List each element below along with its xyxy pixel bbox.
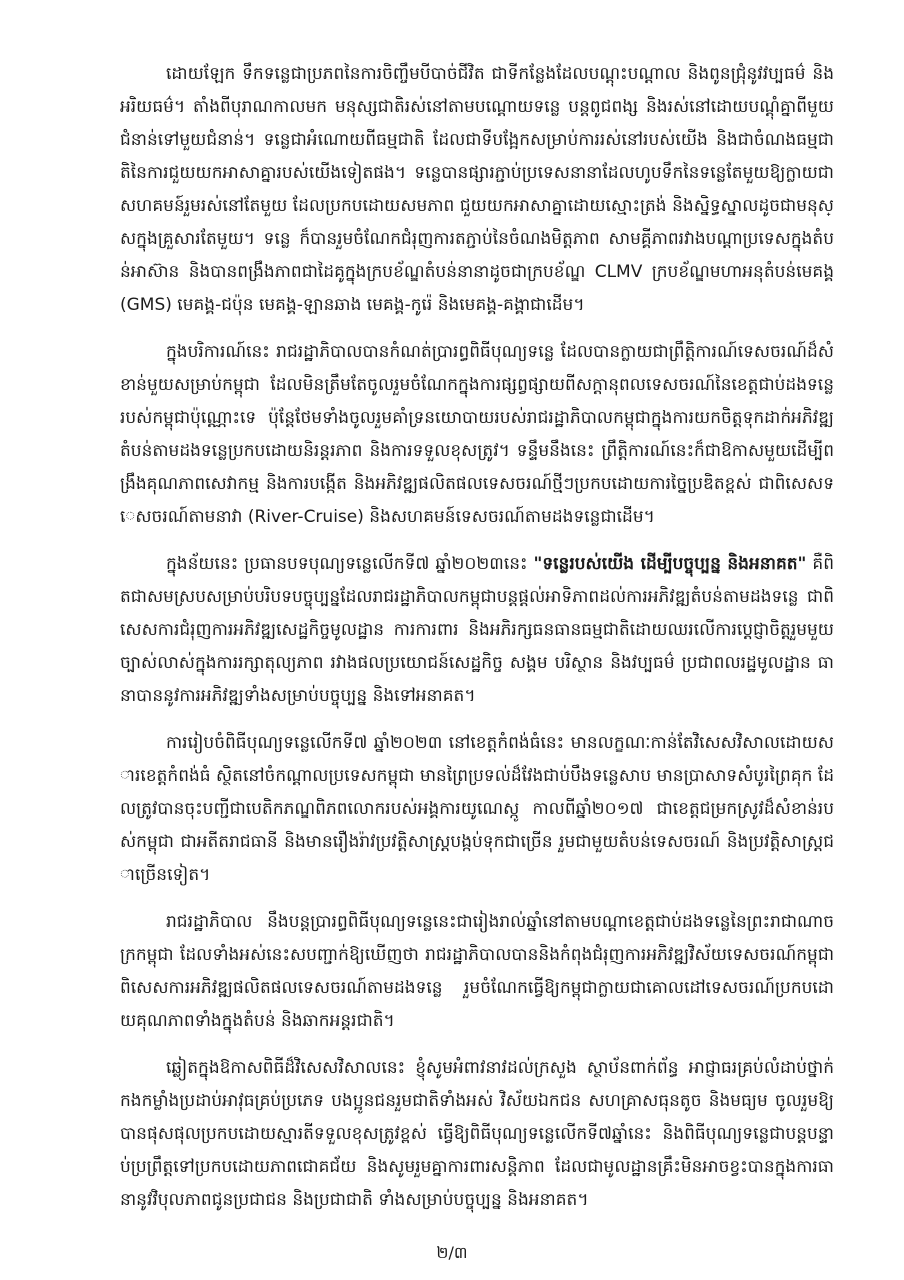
paragraph-river-festival-context: ក្នុងបរិការណ៍នេះ រាជរដ្ឋាភិបាលបានកំណត់ប្រារព្ធពិធីបុណ្យទន្លេ ដែលបានក្លាយជាព្រឹត្តិការណ៍ទេសចរណ៍ដ៏សំខាន់មួយសម្រាប់កម្ពុជា ដែលមិនត្រឹមតែចូលរួមចំណែកក្នុងការផ្សព្វផ្សាយពីសក្តានុពលទេសចរណ៍នៃខេត្តជាប់ដងទន្លេរបស់កម្ពុជាប៉ុណ្ណោះទេ ប៉ុន្តែថែមទាំងចូលរួមគាំទ្រនយោបាយរបស់រាជរដ្ឋាភិបាលកម្ពុជាក្នុងការយកចិត្តទុកដាក់អភិវឌ្ឍតំបន់តាមដងទន្លេប្រកបដោយនិរន្តរភាព និងការទទួលខុសត្រូវ។ ទន្ទឹមនឹងនេះ ព្រឹត្តិការណ៍នេះក៏ជាឱកាសមួយដើម្បីពង្រឹងគុណភាពសេវាកម្ម និងការបង្កើត និងអភិវឌ្ឍផលិតផលទេសចរណ៍ថ្មីៗប្រកបដោយការច្នៃប្រឌិតខ្ពស់ ជាពិសេសទេសចរណ៍តាមនាវា (River-Cruise) និងសហគមន៍ទេសចរណ៍តាមដងទន្លេជាដើម។ [120,342,834,527]
theme-intro: ក្នុងន័យនេះ ប្រធានបទបុណ្យទន្លេលើកទី៧ ឆ្នាំ២០២៣នេះ [166,554,528,574]
paragraph-government-commitment: រាជរដ្ឋាភិបាល នឹងបន្តប្រារព្ធពិធីបុណ្យទន្លេនេះជារៀងរាល់ឆ្នាំនៅតាមបណ្តាខេត្តជាប់ដងទន្លេនៃព្រះរាជាណាចក្រកម្ពុជា ដែលទាំងអស់នេះសបញ្ជាក់ឱ្យឃើញថា រាជរដ្ឋាភិបាលបាននិងកំពុងជំរុញការអភិវឌ្ឍវិស័យទេសចរណ៍កម្ពុជា ពិសេសការអភិវឌ្ឍផលិតផលទេសចរណ៍តាមដងទន្លេ រួមចំណែកធ្វើឱ្យកម្ពុជាក្លាយជាគោលដៅទេសចរណ៍ប្រកបដោយគុណភាពទាំងក្នុងតំបន់ និងឆាកអន្តរជាតិ។ [120,912,834,1031]
page-number: ២/៣ [436,1243,468,1262]
theme-quote: "ទន្លេរបស់យើង ដើម្បីបច្ចុប្បន្ន និងអនាគត" [533,554,807,574]
paragraph-rivers-heritage: ដោយឡែក ទឹកទន្លេជាប្រភពនៃការចិញ្ចឹមបីបាច់ជីវិត ជាទីកន្លែងដែលបណ្តុះបណ្តាល និងពូនជ្រុំនូវវប្បធម៌ និងអរិយធម៌។ តាំងពីបុរាណកាលមក មនុស្សជាតិរស់នៅតាមបណ្តោយទន្លេ បន្តពូជពង្ស និងរស់នៅដោយបណ្តុំគ្នាពីមួយជំនាន់ទៅមួយជំនាន់។ ទន្លេជាអំណោយពីធម្មជាតិ ដែលជាទីបង្អែកសម្រាប់ការរស់នៅរបស់យើង និងជាចំណងធម្មជាតិនៃការជួយយកអាសាគ្នារបស់យើងទៀតផង។ ទន្លេបានផ្សារភ្ជាប់ប្រទេសនានាដែលហូបទឹកនៃទន្លេតែមួយឱ្យក្លាយជាសហគមន៍រួមរស់នៅតែមួយ ដែលប្រកបដោយសមភាព ជួយយកអាសាគ្នាដោយស្មោះត្រង់ និងស្និទ្ធស្នាលដូចជាមនុស្សក្នុងគ្រួសារតែមួយ។ ទន្លេ ក៏បានរួមចំណែកជំរុញការតភ្ជាប់នៃចំណងមិត្តភាព សាមគ្គីភាពរវាងបណ្តាប្រទេសក្នុងតំបន់អាស៊ាន និងបានពង្រឹងភាពជាដៃគូក្នុងក្របខ័ណ្ឌតំបន់នានាដូចជាក្របខ័ណ្ឌ CLMV ក្របខ័ណ្ឌមហាអនុតំបន់មេគង្គ (GMS) មេគង្គ-ជប៉ុន មេគង្គ-ឡានឆាង មេគង្គ-កូរ៉េ និងមេគង្គ-គង្គាជាដើម។ [120,64,834,315]
theme-explanation: គឺពិតជាសមស្របសម្រាប់បរិបទបច្ចុប្បន្នដែលរាជរដ្ឋាភិបាលកម្ពុជាបន្តផ្តល់អាទិភាពដល់ការអភិវឌ្ឍតំបន់តាមដងទន្លេ ជាពិសេសការជំរុញការអភិវឌ្ឍសេដ្ឋកិច្ចមូលដ្ឋាន ការការពារ និងអភិរក្សធនធានធម្មជាតិដោយឈរលើការប្តេជ្ញាចិត្តរួមមួយច្បាស់លាស់ក្នុងការរក្សាតុល្យភាព រវាងផលប្រយោជន៍សេដ្ឋកិច្ច សង្គម បរិស្ថាន និងវប្បធម៌ ប្រជាពលរដ្ឋមូលដ្ឋាន ធានាបាននូវការអភិវឌ្ឍទាំងសម្រាប់បច្ចុប្បន្ន និងទៅអនាគត។ [120,554,835,706]
paragraph-kampong-thom: ការរៀបចំពិធីបុណ្យទន្លេលើកទី៧ ឆ្នាំ២០២៣ នៅខេត្តកំពង់ធំនេះ មានលក្ខណៈកាន់តែវិសេសវិសាលដោយសារខេត្តកំពង់ធំ ស្ថិតនៅចំកណ្តាលប្រទេសកម្ពុជា មានព្រៃប្រទល់ដ៏វែងជាប់បឹងទន្លេសាប មានប្រាសាទសំបូរព្រៃគុក ដែលត្រូវបានចុះបញ្ជីជាបេតិកភណ្ឌពិភពលោករបស់អង្គការយូណេស្កូ កាលពីឆ្នាំ២០១៧ ជាខេត្តជម្រកស្រូវដ៏សំខាន់របស់កម្ពុជា ជាអតីតរាជធានី និងមានរឿងរ៉ាវប្រវត្តិសាស្ត្របង្កប់ទុកជាច្រើន រួមជាមួយតំបន់ទេសចរណ៍ និងប្រវត្តិសាស្ត្រជាច្រើនទៀត។ [120,733,834,885]
paragraph-appeal: ឆ្លៀតក្នុងឱកាសពិធីដ៏វិសេសវិសាលនេះ ខ្ញុំសូមអំពាវនាវដល់ក្រសួង ស្ថាប័នពាក់ព័ន្ធ អាជ្ញាធរគ្រប់លំដាប់ថ្នាក់ កងកម្លាំងប្រដាប់អាវុធគ្រប់ប្រភេទ បងប្អូនជនរួមជាតិទាំងអស់ វិស័យឯកជន សហគ្រាសធុនតូច និងមធ្យម ចូលរួមឱ្យបានផុសផុលប្រកបដោយស្មារតីទទួលខុសត្រូវខ្ពស់ ធ្វើឱ្យពិធីបុណ្យទន្លេលើកទី៧ឆ្នាំនេះ និងពិធីបុណ្យទន្លេជាបន្តបន្ទាប់ប្រព្រឹត្តទៅប្រកបដោយភាពជោគជ័យ និងសូមរួមគ្នាការពារសន្តិភាព ដែលជាមូលដ្ឋានគ្រឹះមិនអាចខ្វះបានក្នុងការធានានូវវិបុលភាពជូនប្រជាជន និងប្រជាជាតិ ទាំងសម្រាប់បច្ចុប្បន្ន និងអនាគត។ [120,1058,834,1210]
paragraph-festival-theme [120,548,834,713]
